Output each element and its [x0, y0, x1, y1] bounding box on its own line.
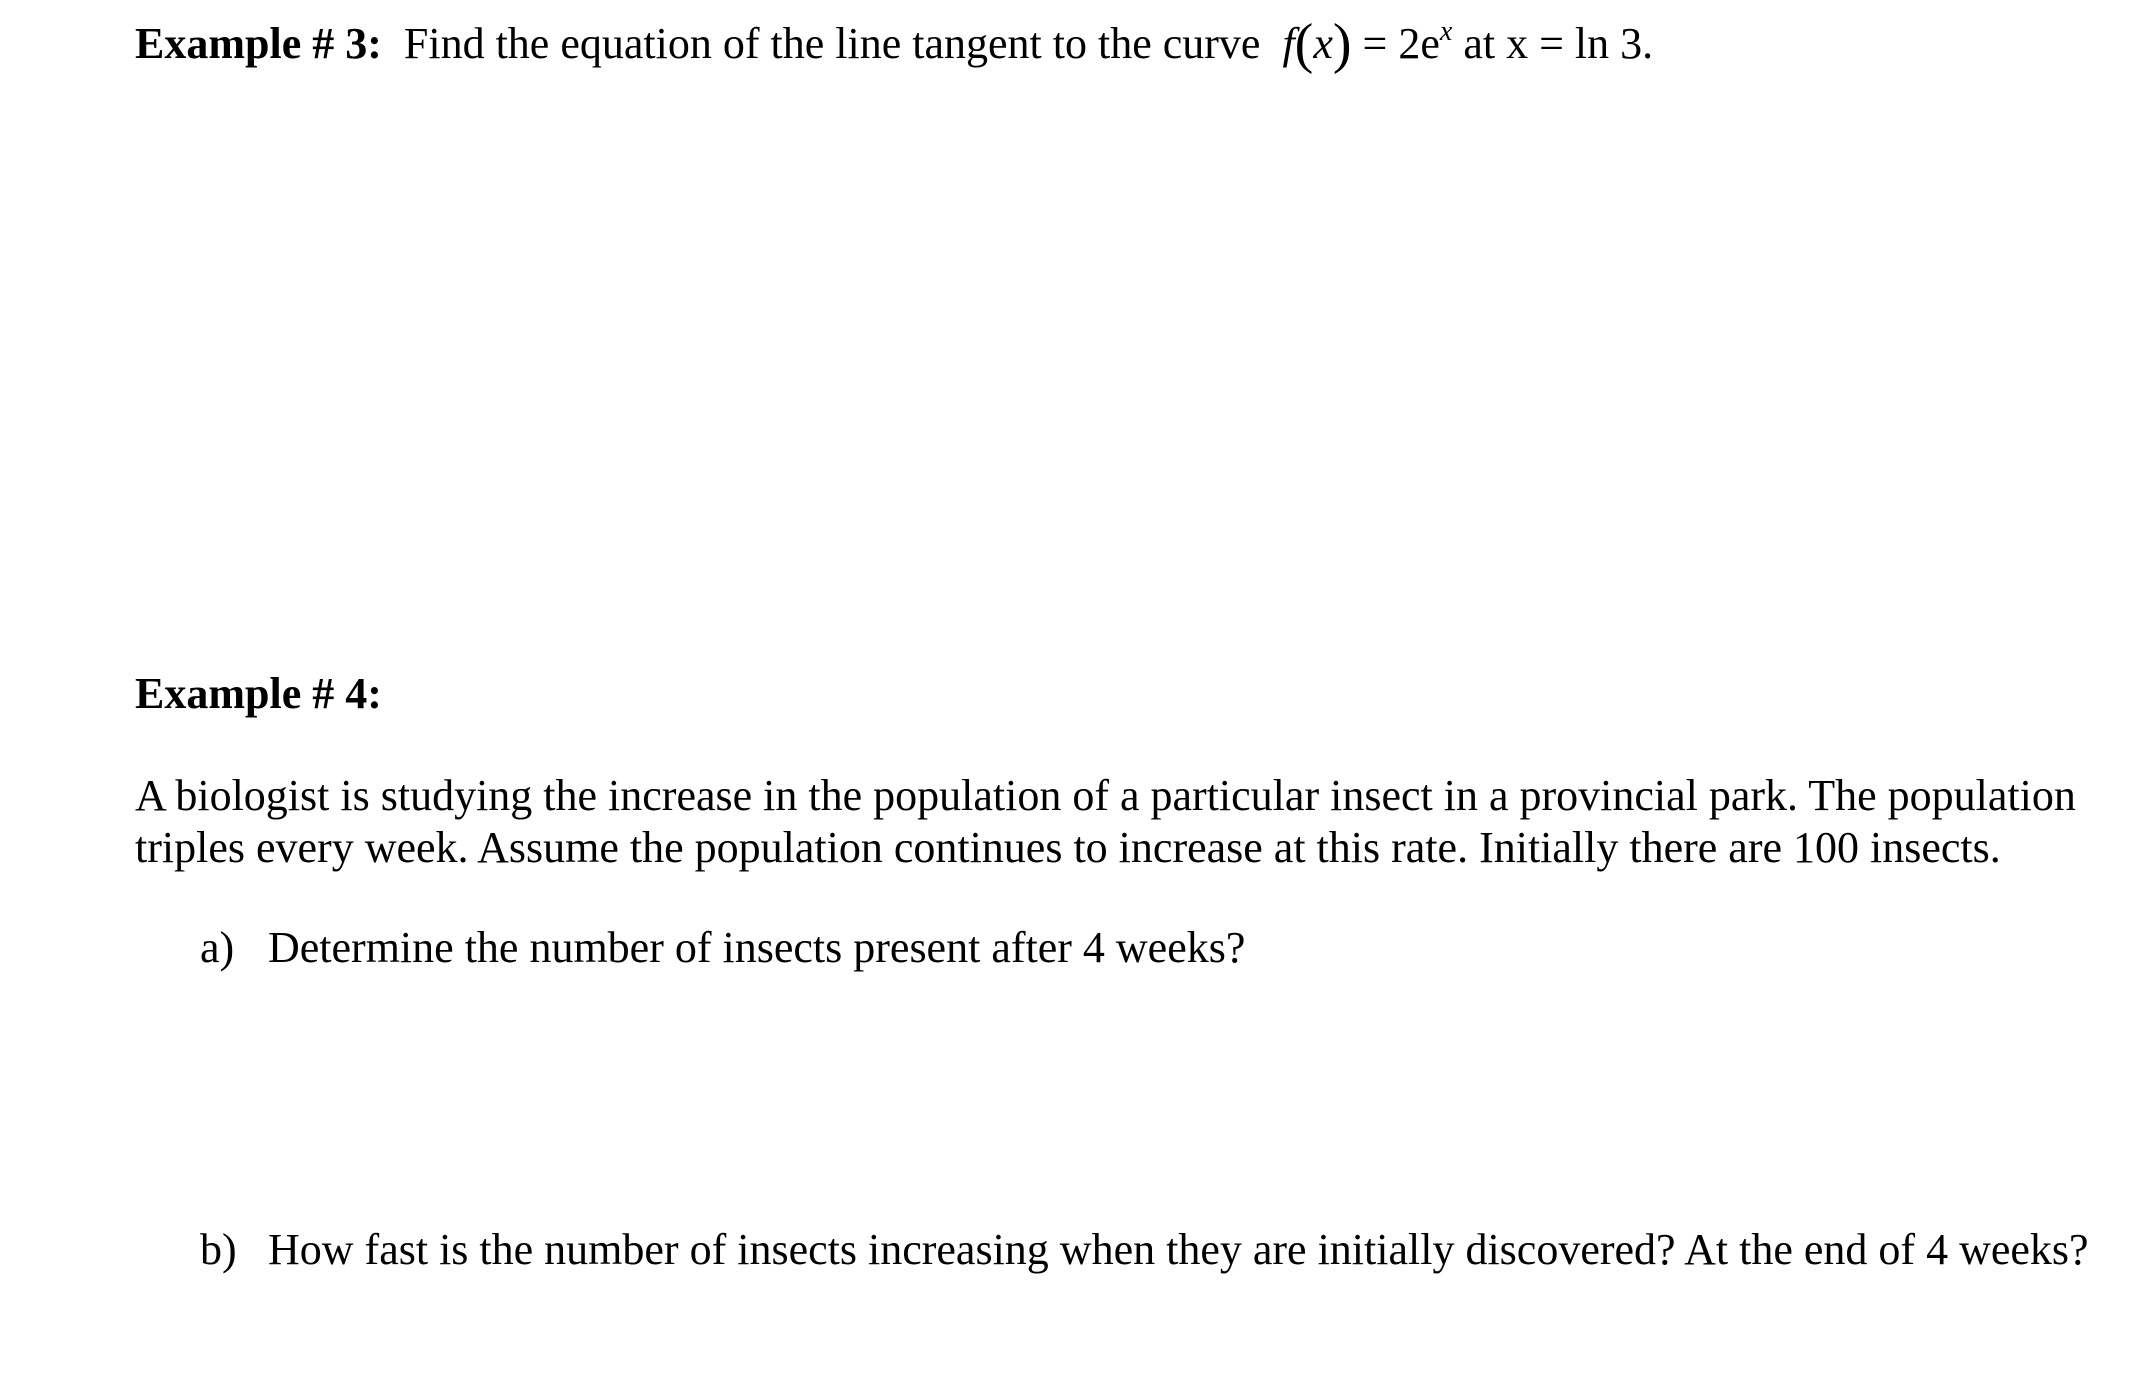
paragraph-line-2: triples every week. Assume the population continues to increase at this rate. Initially there are 100 insects. — [135, 823, 2001, 872]
function-exponent: x — [1439, 16, 1453, 47]
function-rhs: 2e — [1398, 19, 1440, 68]
question-b-text: How fast is the number of insects increasing when they are initially discovered? At the end of 4 weeks? — [268, 1225, 2089, 1274]
example-3-line — [135, 6, 1654, 75]
question-a-label: a) — [200, 923, 235, 972]
question-a-text: Determine the number of insects present after 4 weeks? — [268, 923, 1246, 972]
example-3-heading: Example # 3: — [135, 19, 382, 68]
function-expression: $f(x) = 2e^x$ — [1282, 13, 1453, 75]
paragraph-line-1: A biologist is studying the increase in the population of a particular insect in a provincial park. The population — [135, 771, 2076, 820]
function-name: f — [1282, 19, 1295, 68]
question-b-label: b) — [200, 1225, 237, 1274]
question-b — [200, 1224, 2089, 1276]
question-a — [200, 922, 1245, 974]
example-4-paragraph — [135, 770, 2095, 874]
example-3-condition: at x = ln 3. — [1463, 19, 1654, 68]
function-variable: x — [1313, 19, 1333, 68]
example-3-text: Find the equation of the line tangent to the curve — [403, 19, 1261, 68]
example-4-heading: Example # 4: — [135, 669, 382, 718]
